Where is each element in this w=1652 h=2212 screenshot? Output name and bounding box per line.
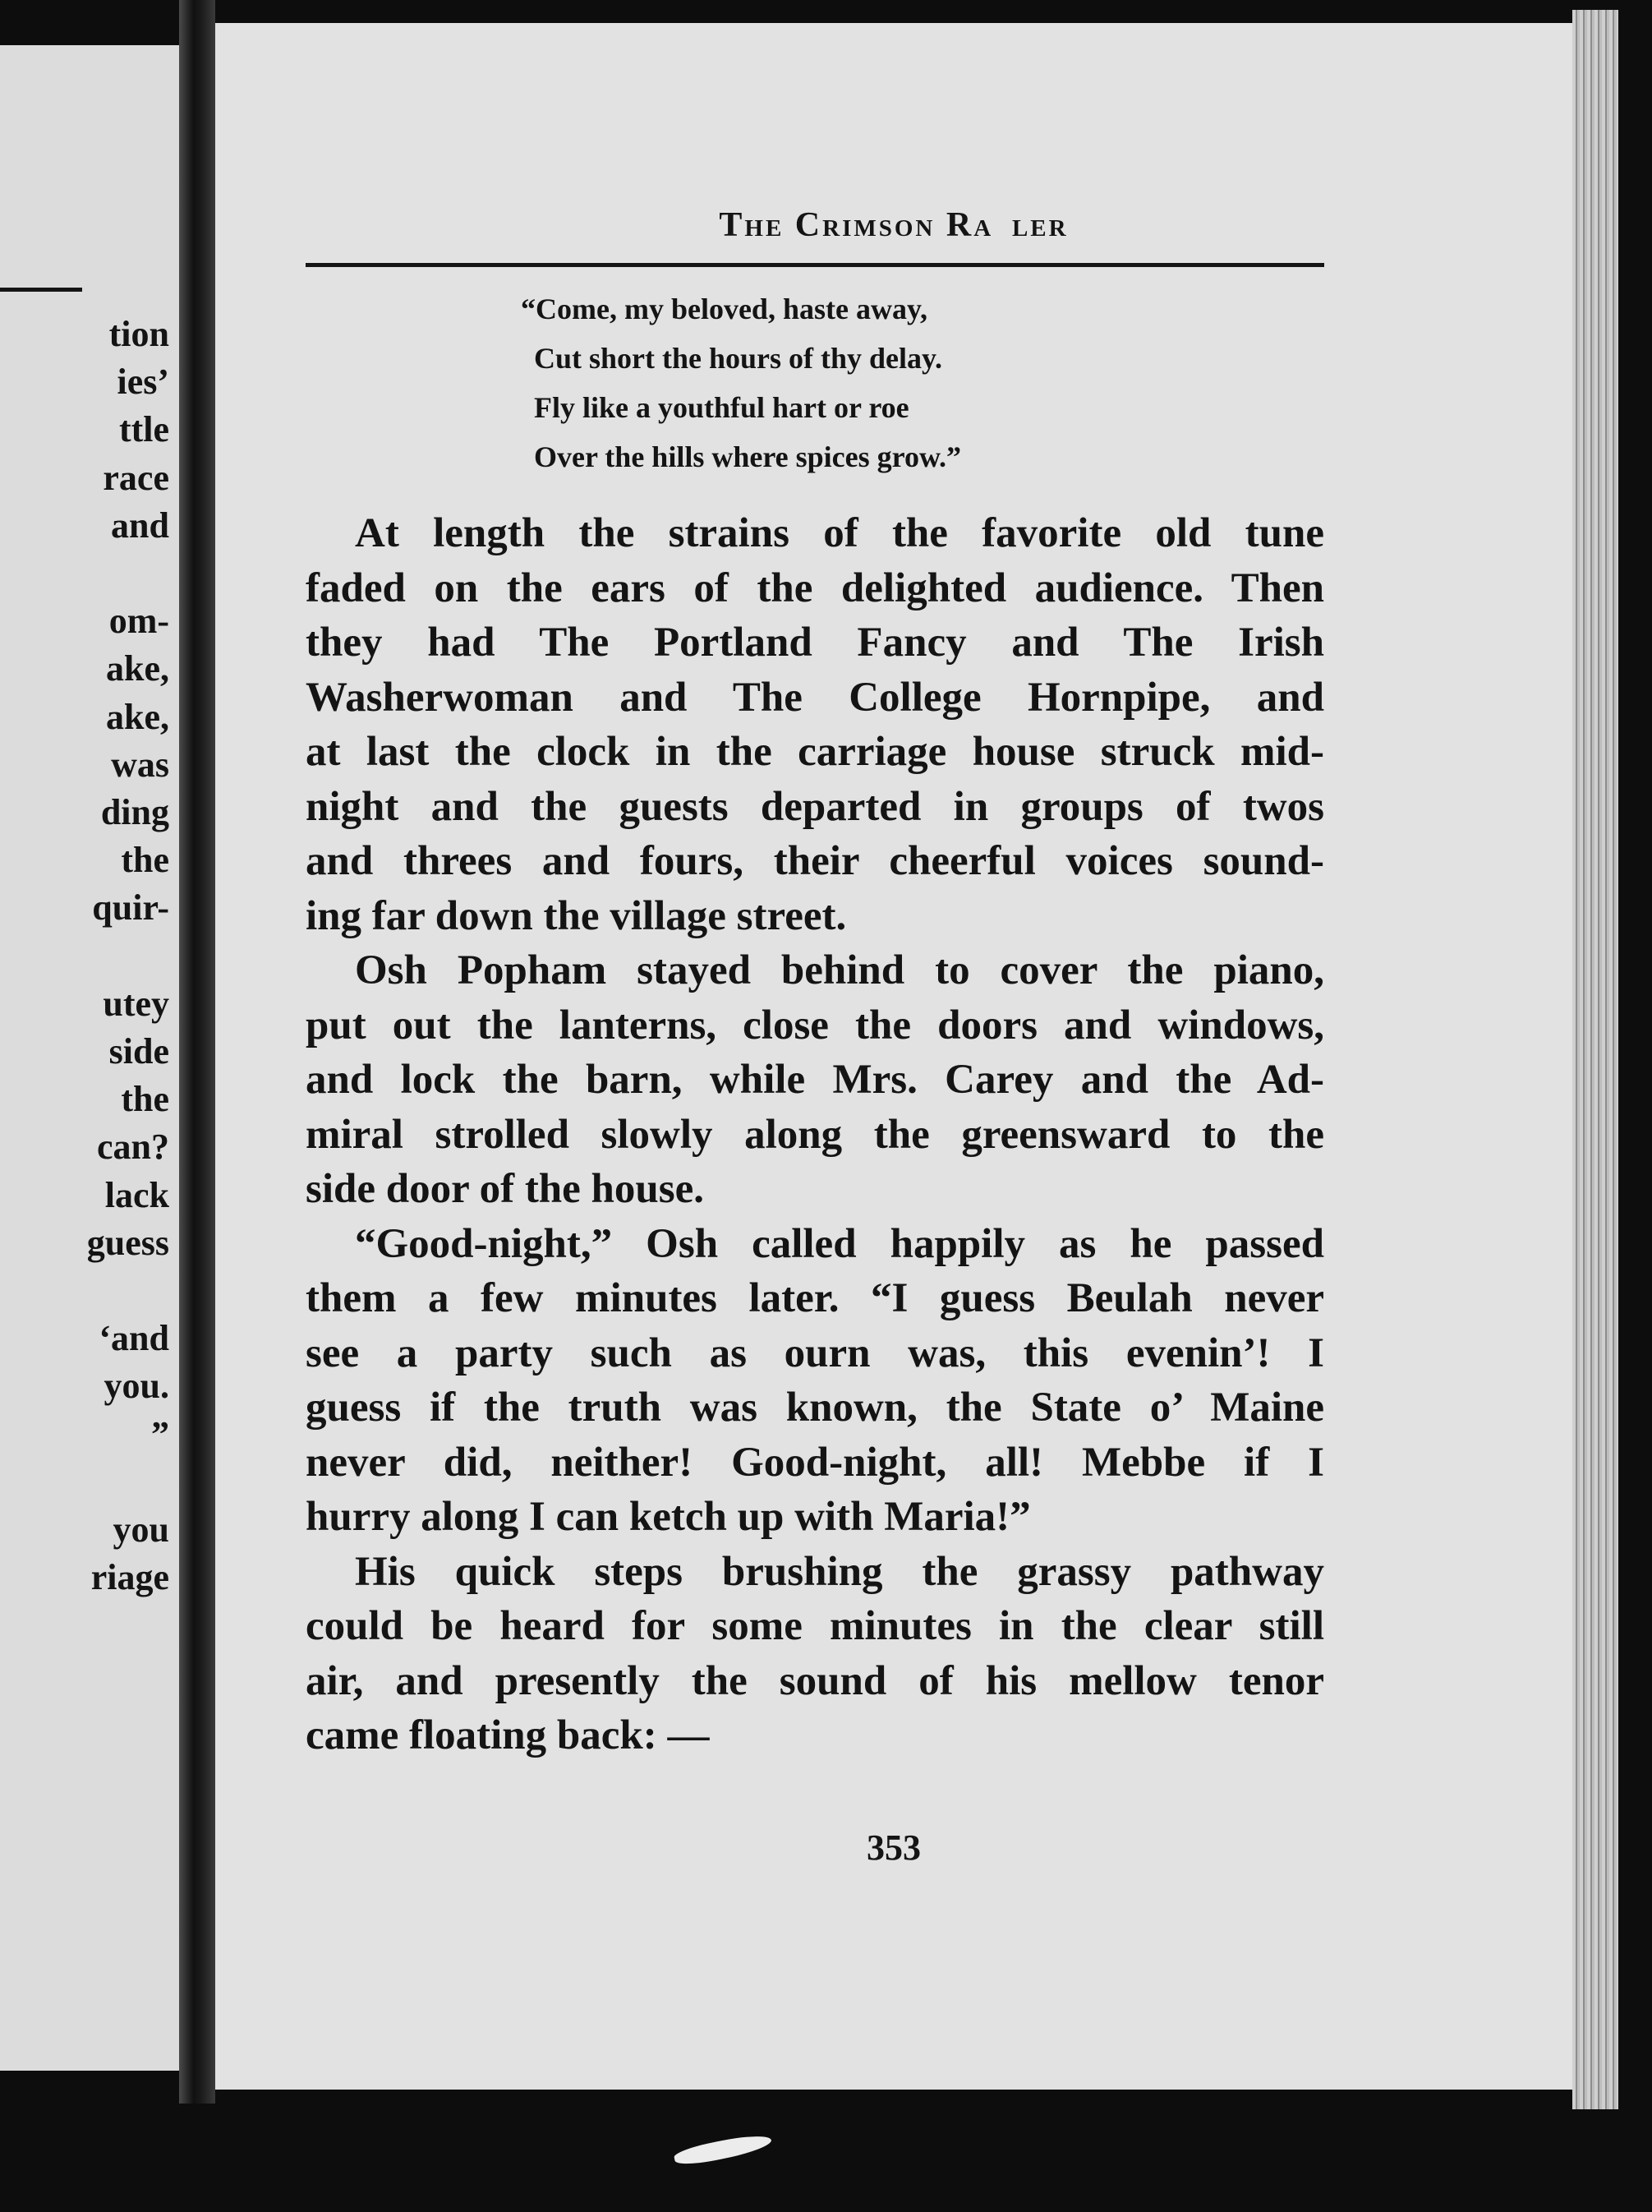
- text-line: and lock the barn, while Mrs. Carey and the Ad-: [306, 1057, 1324, 1103]
- book-page: [215, 23, 1572, 2090]
- text-line: Washerwoman and The College Hornpipe, and: [306, 674, 1324, 721]
- left-page-line: race: [103, 457, 169, 498]
- body-text: [306, 506, 1324, 1763]
- paragraph: [306, 1545, 1324, 1763]
- left-page-line: ‘and: [99, 1318, 169, 1359]
- text-line: “Good-night,” Osh called happily as he passed: [355, 1220, 1324, 1267]
- scan-blemish: [673, 2131, 773, 2168]
- left-page-rule: [0, 288, 82, 292]
- left-page-line: you.: [104, 1366, 169, 1407]
- paragraph: [306, 1217, 1324, 1545]
- left-page-line: can?: [97, 1127, 169, 1168]
- left-page-line: side: [108, 1031, 169, 1071]
- left-page-line: guess: [86, 1222, 169, 1263]
- book-gutter: [179, 0, 215, 2104]
- text-line: guess if the truth was known, the State o’ Maine: [306, 1385, 1324, 1431]
- paragraph: [306, 943, 1324, 1217]
- left-facing-page: [0, 45, 179, 2071]
- header-rule: [306, 263, 1324, 267]
- left-page-line: ies’: [117, 362, 169, 403]
- verse-block: [521, 284, 1260, 482]
- verse-line: Cut short the hours of thy delay.: [534, 342, 943, 375]
- left-page-line: lack: [104, 1174, 169, 1215]
- left-page-line: ”: [151, 1413, 169, 1454]
- running-head: The Crimson Ra ler: [719, 206, 1069, 244]
- left-page-line: ake,: [106, 648, 169, 689]
- text-line: never did, neither! Good-night, all! Mebbe if I: [306, 1439, 1324, 1486]
- left-page-line: ding: [100, 792, 169, 832]
- text-line: hurry along I can ketch up with Maria!”: [306, 1494, 1031, 1540]
- text-line: and threes and fours, their cheerful voices sound-: [306, 838, 1324, 884]
- left-page-line: ake,: [106, 696, 169, 737]
- text-line: came floating back: —: [306, 1712, 710, 1758]
- text-line: At length the strains of the favorite old tune: [355, 510, 1324, 556]
- left-page-line: ttle: [118, 409, 169, 450]
- left-page-line: was: [111, 744, 169, 785]
- verse-line: Over the hills where spices grow.”: [534, 440, 961, 473]
- left-page-line: the: [121, 840, 169, 881]
- paragraph: [306, 506, 1324, 943]
- text-line: put out the lanterns, close the doors and windows,: [306, 1002, 1324, 1048]
- text-line: air, and presently the sound of his mellow tenor: [306, 1657, 1324, 1704]
- page-number: 353: [867, 1827, 921, 1868]
- page-edges: [1572, 10, 1618, 2109]
- left-page-line: quir-: [92, 887, 169, 929]
- text-line: night and the guests departed in groups of twos: [306, 783, 1324, 830]
- left-page-line: riage: [90, 1557, 169, 1598]
- text-line: Osh Popham stayed behind to cover the piano,: [355, 947, 1324, 993]
- left-page-line: utey: [103, 983, 169, 1024]
- left-page-line: and: [111, 505, 169, 546]
- text-line: side door of the house.: [306, 1166, 705, 1212]
- text-line: ing far down the village street.: [306, 892, 847, 939]
- text-line: see a party such as ourn was, this evenin’! I: [306, 1330, 1324, 1376]
- left-page-line: tion: [108, 314, 169, 354]
- text-line: faded on the ears of the delighted audience. Then: [306, 565, 1324, 611]
- text-line: at last the clock in the carriage house struck mid-: [306, 729, 1324, 775]
- text-line: could be heard for some minutes in the clear still: [306, 1603, 1324, 1649]
- left-page-line: om-: [108, 601, 169, 642]
- left-page-line: the: [121, 1079, 169, 1120]
- verse-line: “Come, my beloved, haste away,: [521, 293, 927, 325]
- text-line: them a few minutes later. “I guess Beulah never: [306, 1275, 1324, 1321]
- verse-line: Fly like a youthful hart or roe: [534, 391, 909, 424]
- text-line: His quick steps brushing the grassy pathway: [355, 1548, 1324, 1595]
- text-line: they had The Portland Fancy and The Irish: [306, 620, 1324, 666]
- text-line: miral strolled slowly along the greensward to the: [306, 1111, 1324, 1158]
- left-page-line: you: [113, 1509, 169, 1550]
